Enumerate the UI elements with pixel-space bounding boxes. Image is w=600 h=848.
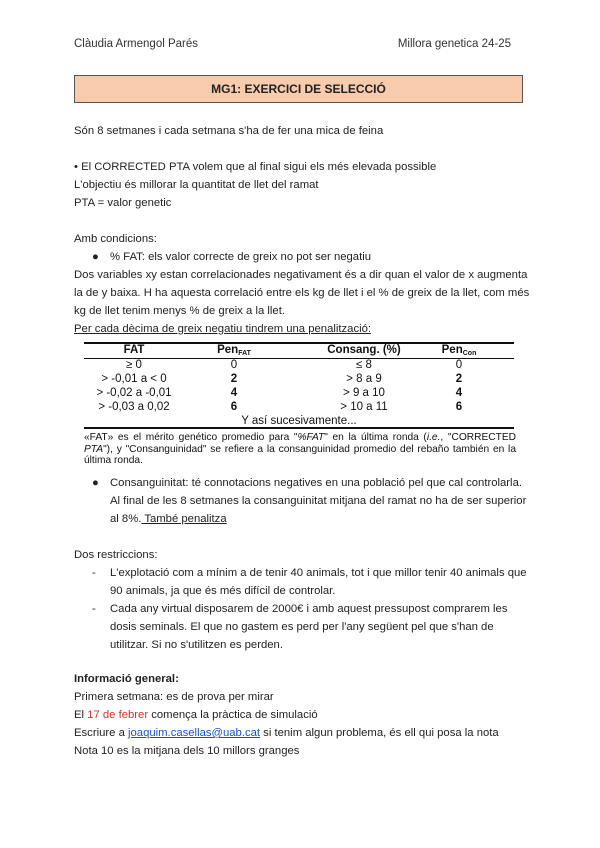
dash-icon: - xyxy=(92,567,96,579)
restriction-1-line-2: 90 animals, ja que és més difícil de controlar. xyxy=(110,585,336,597)
table-cell: > 9 a 10 xyxy=(343,387,385,399)
pta-objective: L'objectiu és millorar la quantitat de llet del ramat xyxy=(74,179,319,191)
general-line-3: Escriure a joaquim.casellas@uab.cat si tenim algun problema, és ell qui posa la nota xyxy=(74,727,499,739)
correlation-line-2: la de y baixa. H ha aquesta correlació entre els kg de llet i el % de greix de la llet, com més xyxy=(74,287,530,299)
bullet-icon: ● xyxy=(92,477,99,489)
table-continuation: Y así sucesivamente... xyxy=(241,415,357,427)
table-cell: ≤ 8 xyxy=(356,359,372,371)
table-cell: 6 xyxy=(455,401,463,413)
general-line-2: El 17 de febrer comença la pràctica de simulació xyxy=(74,709,318,721)
table-header-consang: Consang. (%) xyxy=(327,344,401,356)
pta-definition: PTA = valor genetic xyxy=(74,197,172,209)
fat-condition-item: % FAT: els valor correcte de greix no pot ser negatiu xyxy=(110,251,372,263)
header-author: Clàudia Armengol Parés xyxy=(74,38,199,50)
restriction-2-line-1: Cada any virtual disposarem de 2000€ i amb aquest pressupost comprarem les xyxy=(110,603,508,615)
conditions-heading: Amb condicions: xyxy=(74,233,157,245)
table-bottom-rule xyxy=(84,427,514,429)
table-caption: «FAT» es el mérito genético promedio para "%FAT" en la última ronda (i.e., "CORRECTED PTA"), y "Consanguinidad" se refiere a la consanguinidad promedio del rebaño también en la última ronda. xyxy=(84,432,516,466)
table-header-pen-fat: Pen$_{FAT}$ xyxy=(217,344,251,357)
table-cell: > 8 a 9 xyxy=(346,373,382,385)
pta-bullet: • El CORRECTED PTA volem que al final sigui els més elevada possible xyxy=(74,161,437,173)
table-cell: 4 xyxy=(230,387,238,399)
correlation-line-3: kg de llet tenim menys % de greix a la llet. xyxy=(74,305,285,317)
restriction-1-line-1: L'explotació com a mínim a de tenir 40 animals, tot i que millor tenir 40 animals que xyxy=(110,567,527,579)
general-line-1: Primera setmana: es de prova per mirar xyxy=(74,691,274,703)
intro-text: Són 8 setmanes i cada setmana s'ha de fer una mica de feina xyxy=(74,125,384,137)
table-cell: > 10 a 11 xyxy=(340,401,388,413)
page-title: MG1: EXERCICI DE SELECCIÓ xyxy=(74,75,523,103)
table-cell: > -0,03 a 0,02 xyxy=(98,401,170,413)
table-cell: > -0,02 a -0,01 xyxy=(96,387,172,399)
table-cell: 0 xyxy=(230,359,238,371)
table-cell: 2 xyxy=(455,373,463,385)
general-heading: Informació general: xyxy=(74,673,179,685)
consanguinity-line-1: Consanguinitat: té connotacions negatives en una població pel que cal controlarla. xyxy=(110,477,522,489)
restriction-2-line-3: utilitzar. Si no s'utilitzen es perden. xyxy=(110,639,283,651)
table-cell: 4 xyxy=(455,387,463,399)
table-cell: > -0,01 a < 0 xyxy=(101,373,167,385)
start-date: 17 de febrer xyxy=(87,709,149,721)
table-cell: 0 xyxy=(455,359,463,371)
restrictions-heading: Dos restriccions: xyxy=(74,549,158,561)
email-link[interactable]: joaquim.casellas@uab.cat xyxy=(128,727,261,739)
bullet-icon: ● xyxy=(92,251,99,263)
general-line-4: Nota 10 es la mitjana dels 10 millors granges xyxy=(74,745,300,757)
dash-icon: - xyxy=(92,603,96,615)
table-header-pen-con: Pen$_{Con}$ xyxy=(441,344,477,357)
consanguinity-line-2: Al final de les 8 setmanes la consanguinitat mitjana del ramat no ha de ser superior xyxy=(110,495,527,507)
header-course: Millora genetica 24-25 xyxy=(397,38,511,50)
restriction-2-line-2: dosis seminals. El que no gastem es perd per l'any següent pel que s'han de xyxy=(110,621,494,633)
table-cell: ≥ 0 xyxy=(126,359,142,371)
consanguinity-line-3: al 8%. També penalitza xyxy=(110,513,227,525)
table-header-fat: FAT xyxy=(123,344,145,356)
table-cell: 2 xyxy=(230,373,238,385)
correlation-line-1: Dos variables xy estan correlacionades negativament és a dir quan el valor de x augmenta xyxy=(74,269,528,281)
penalty-line: Per cada dècima de greix negatiu tindrem una penalització: xyxy=(74,323,372,335)
table-cell: 6 xyxy=(230,401,238,413)
